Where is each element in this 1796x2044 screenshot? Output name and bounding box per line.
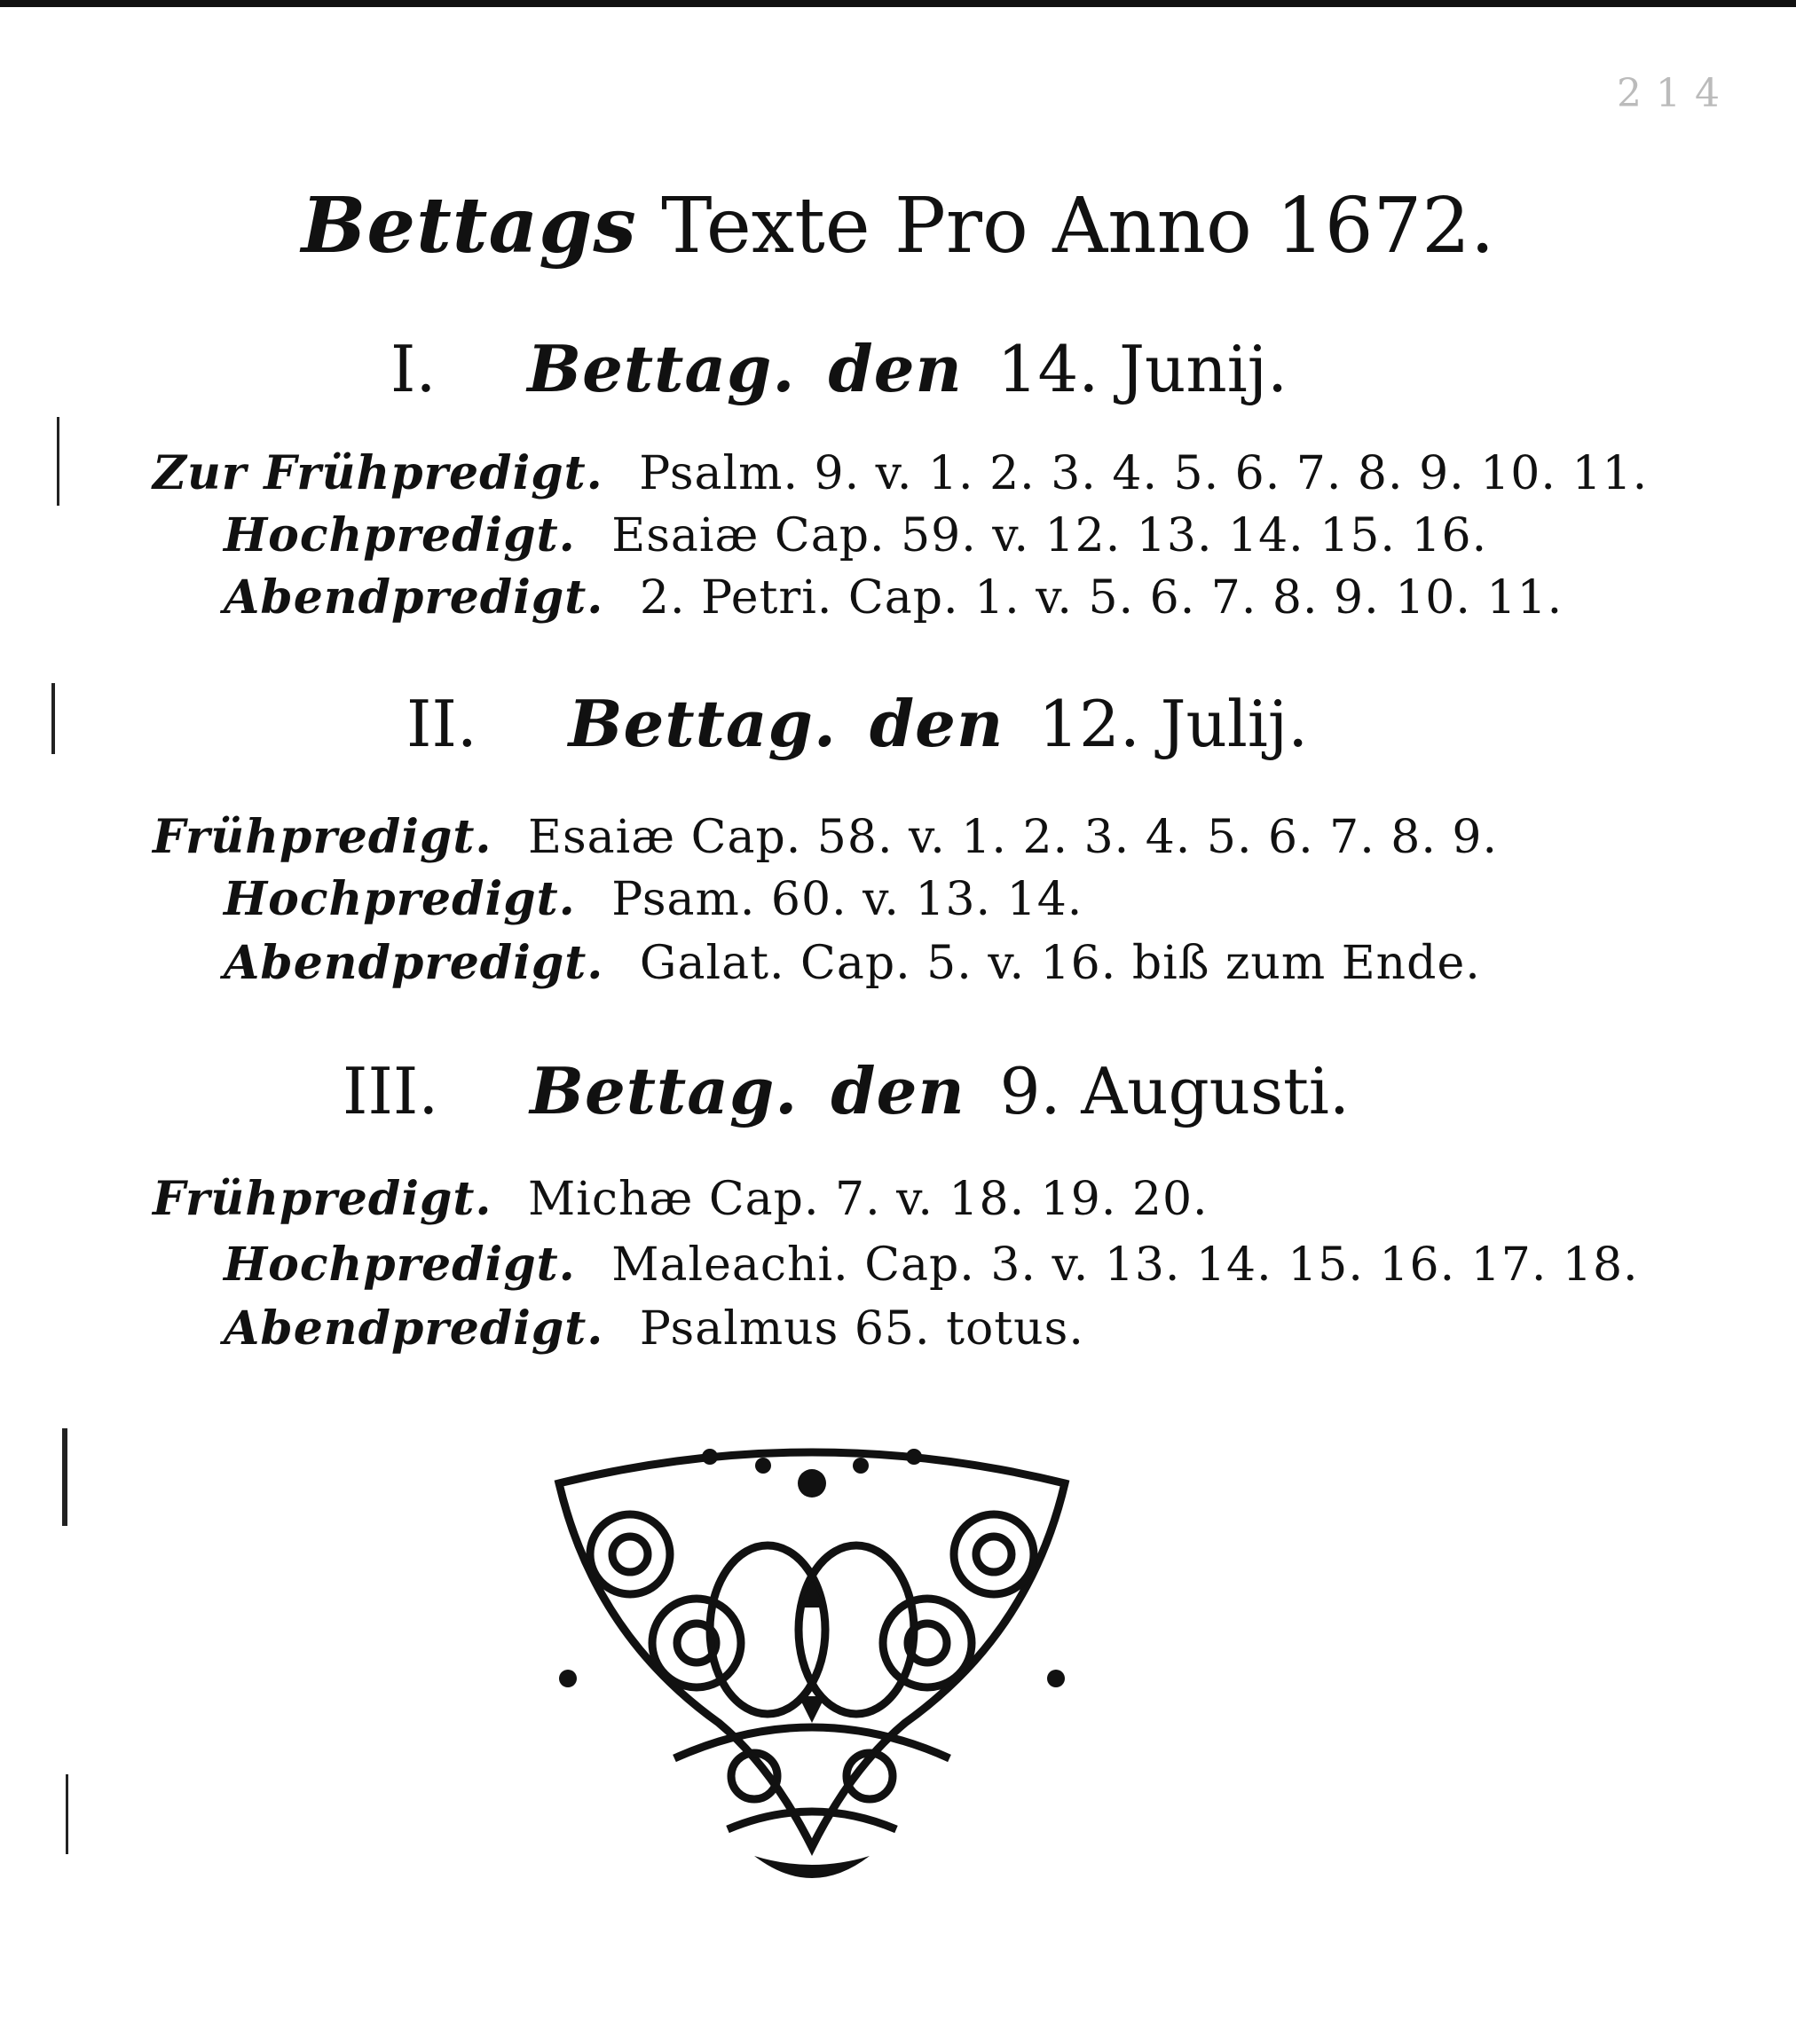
section-numeral: III. [343, 1054, 439, 1128]
title-roman: Texte Pro Anno 1672. [661, 182, 1495, 271]
entry-label: Hochpredigt. [224, 872, 576, 926]
entry-reference: Maleachi. Cap. 3. v. 13. 14. 15. 16. 17. 18. [611, 1238, 1639, 1292]
entry-reference: Psam. 60. v. 13. 14. [611, 873, 1083, 926]
entry-label: Hochpredigt. [224, 508, 576, 562]
entry-line [224, 935, 1481, 992]
section-den: den [831, 1053, 965, 1128]
folio-number: 214 [1617, 71, 1734, 116]
section-numeral: II. [406, 687, 477, 761]
margin-speck [57, 417, 59, 506]
entry-label: Frühpredigt. [153, 810, 492, 864]
entry-label: Frühpredigt. [153, 1172, 492, 1226]
section-heading-1 [390, 331, 1288, 406]
entry-reference: Psalm. 9. v. 1. 2. 3. 4. 5. 6. 7. 8. 9. 10. 11. [639, 447, 1649, 500]
entry-reference: 2. Petri. Cap. 1. v. 5. 6. 7. 8. 9. 10. 11. [639, 571, 1564, 625]
entry-reference: Psalmus 65. totus. [639, 1302, 1084, 1356]
section-den: den [869, 686, 1004, 761]
entry-reference: Galat. Cap. 5. v. 16. biß zum Ende. [639, 937, 1481, 990]
section-bettag: Bettag. [527, 331, 796, 406]
entry-label: Abendpredigt. [224, 936, 604, 990]
entry-label: Abendpredigt. [224, 1301, 604, 1356]
entry-line [153, 445, 1648, 502]
entry-line [153, 1171, 1209, 1228]
entry-line [224, 570, 1563, 626]
section-heading-2 [406, 688, 1308, 759]
entry-label: Zur Frühpredigt. [153, 446, 603, 500]
entry-reference: Esaiæ Cap. 59. v. 12. 13. 14. 15. 16. [611, 509, 1488, 562]
entry-label: Abendpredigt. [224, 570, 604, 625]
section-date: 9. Augusti. [999, 1054, 1350, 1128]
scan-top-border [0, 0, 1796, 7]
entry-line [224, 1237, 1639, 1293]
section-bettag: Bettag. [530, 1053, 799, 1128]
margin-speck [66, 1774, 68, 1854]
margin-speck [62, 1428, 67, 1526]
section-date: 12. Julij. [1038, 687, 1309, 761]
page-title [0, 182, 1796, 271]
entry-line [153, 809, 1498, 866]
tailpiece-ornament [532, 1430, 1091, 1891]
section-bettag: Bettag. [568, 686, 837, 761]
entry-line [224, 1301, 1084, 1357]
section-numeral: I. [390, 332, 437, 406]
entry-label: Hochpredigt. [224, 1238, 576, 1292]
entry-reference: Michæ Cap. 7. v. 18. 19. 20. [527, 1173, 1209, 1226]
entry-reference: Esaiæ Cap. 58. v. 1. 2. 3. 4. 5. 6. 7. 8. 9. [527, 811, 1499, 864]
section-den: den [828, 331, 963, 406]
entry-line [224, 871, 1083, 928]
margin-speck [51, 683, 55, 754]
section-date: 14. Junij. [996, 332, 1288, 406]
entry-line [224, 507, 1487, 564]
title-fraktur: Bettags [301, 181, 637, 271]
section-heading-3 [343, 1053, 1350, 1128]
